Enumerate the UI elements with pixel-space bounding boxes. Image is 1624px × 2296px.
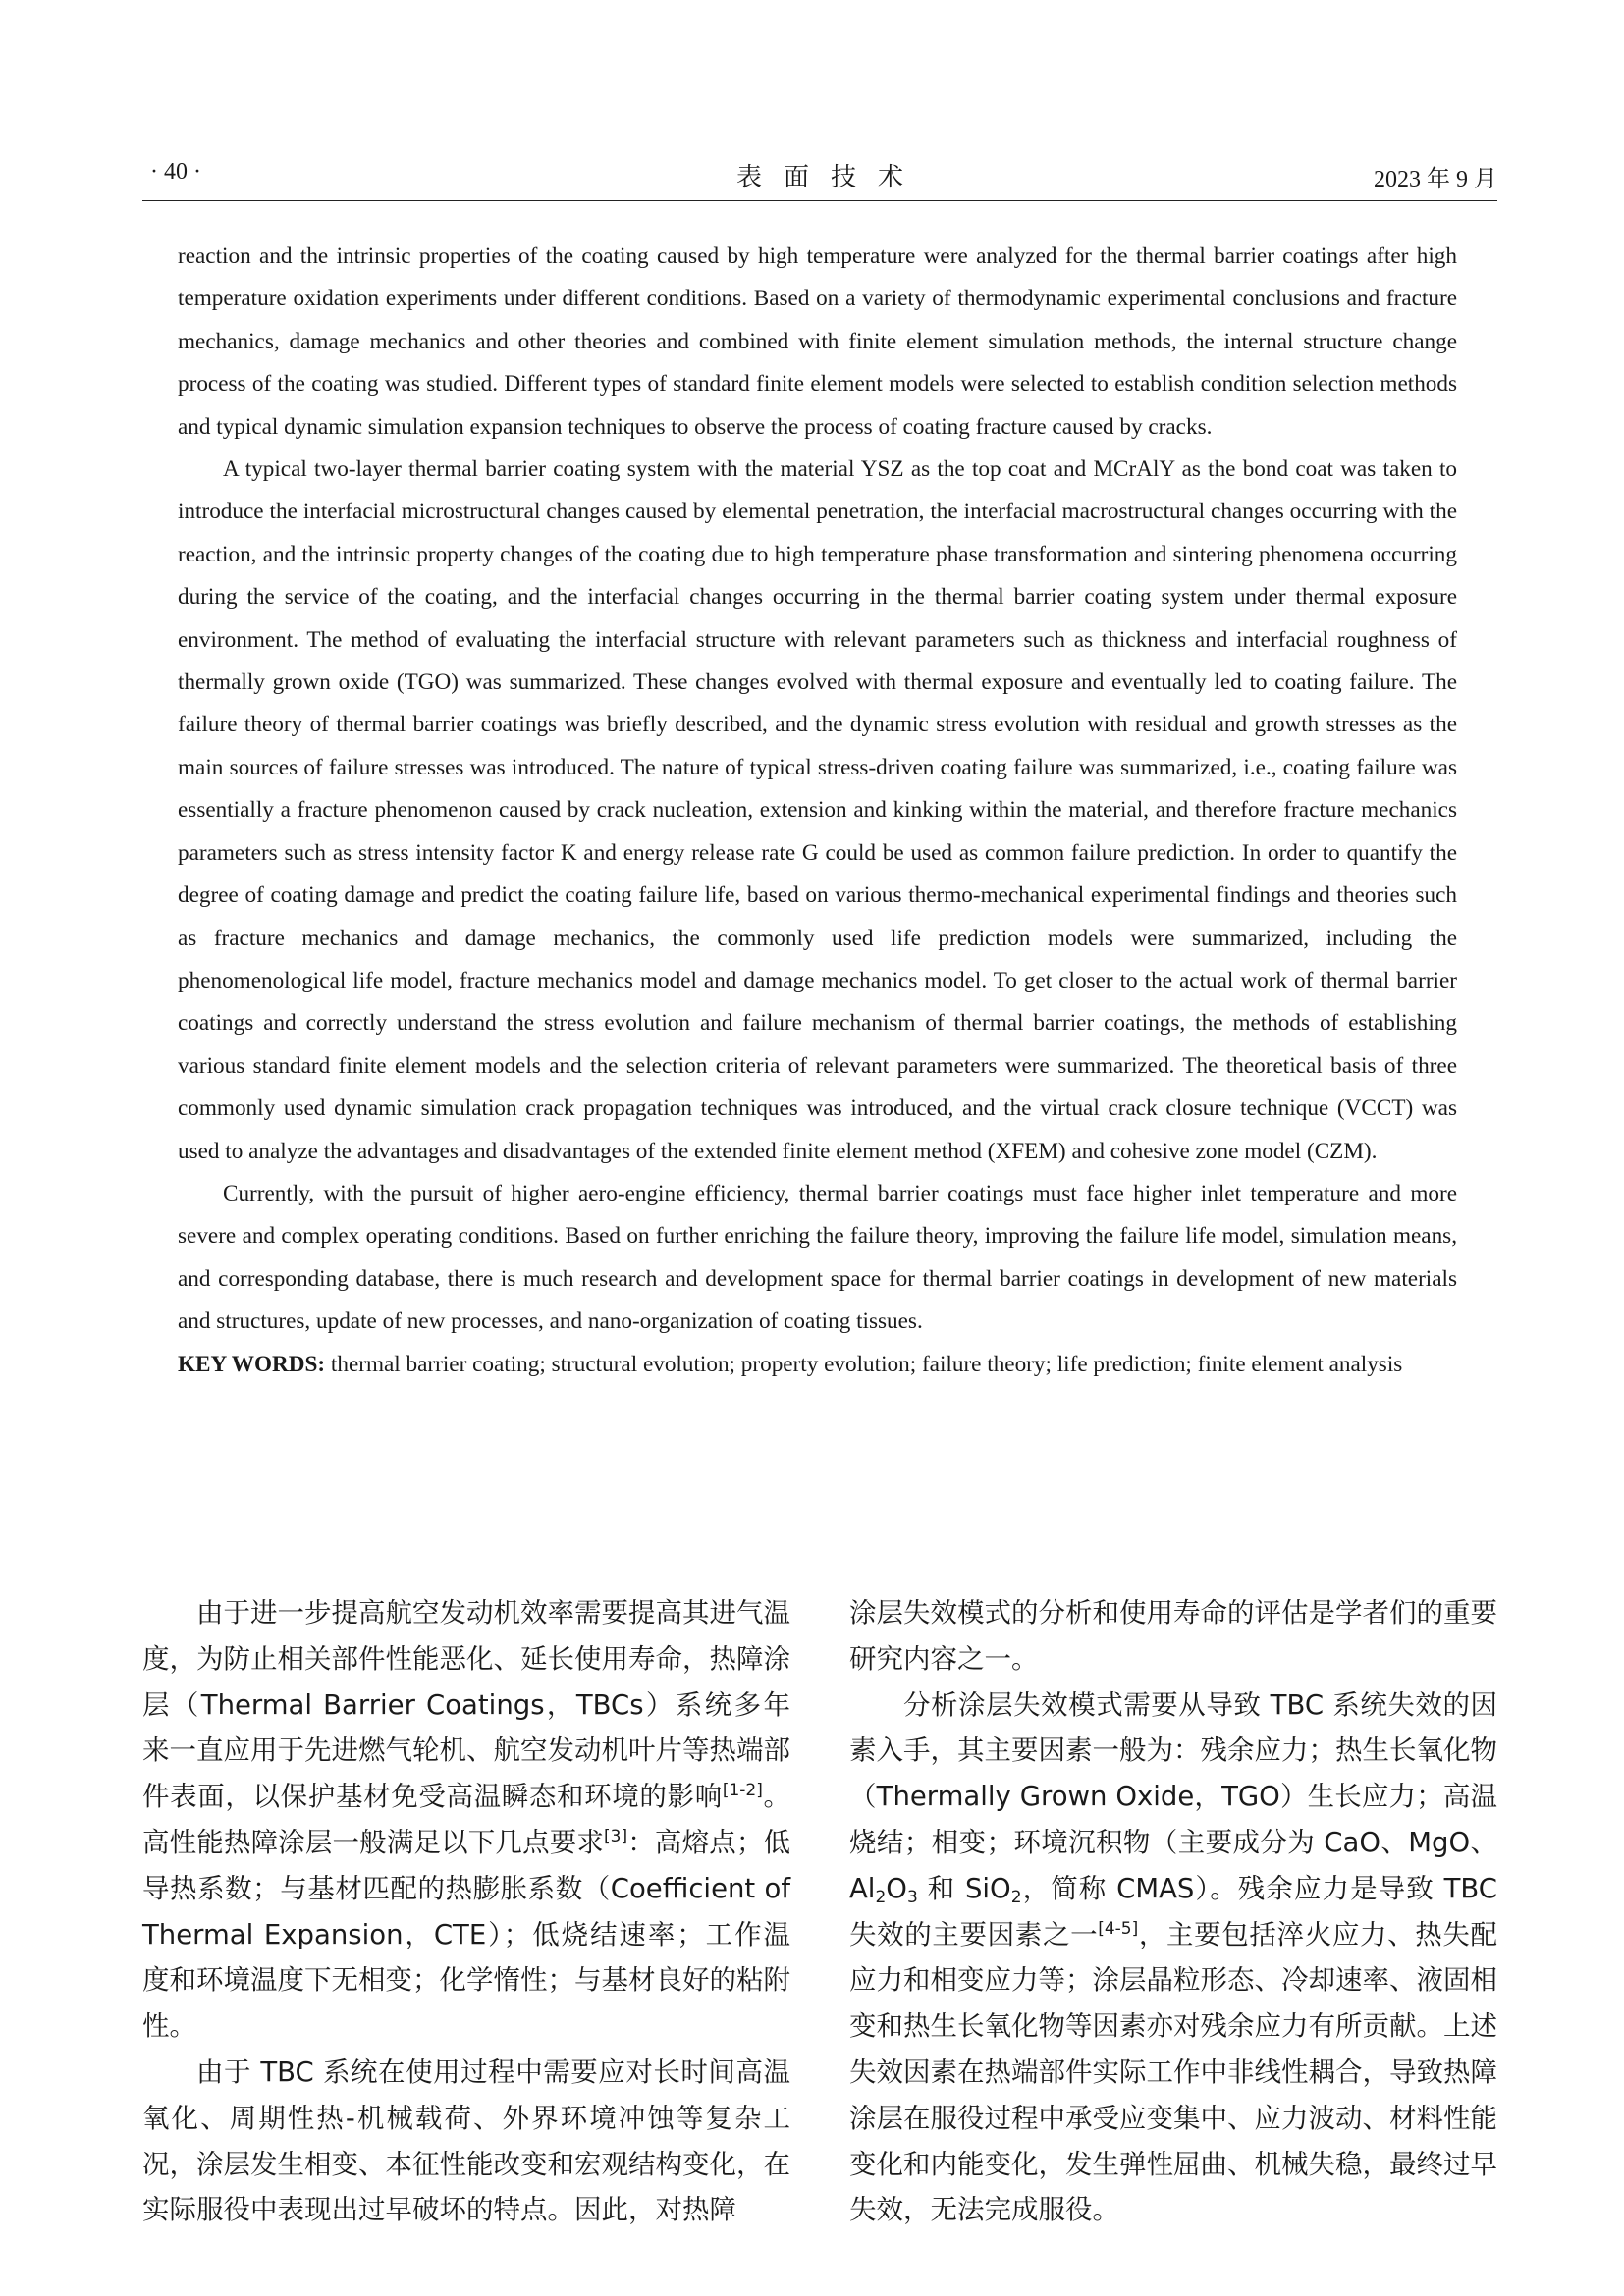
body-paragraph-4: [849, 1682, 1497, 2234]
body-text: O: [886, 1872, 907, 1904]
issue-date: 2023 年 9 月: [1374, 167, 1497, 192]
subscript: 3: [906, 1887, 918, 1907]
citation: [4-5]: [1098, 1918, 1139, 1939]
journal-title: 表面技术: [735, 163, 925, 192]
subscript: 2: [1010, 1887, 1022, 1907]
body-text: ：高熔点；低导热系数；与基材匹配的热膨胀系数（Coefficient of Thermal Expansion，CTE）；低烧结速率；工作温度和环境温度下无相变；化学惰性；与基材良好的粘附性。: [142, 1826, 791, 2043]
right-column: [849, 1590, 1497, 2233]
left-column: [142, 1590, 790, 2233]
abstract-paragraph-1: reaction and the intrinsic properties of the coating caused by high temperature were analyzed for the thermal barrier coatings after high temperature oxidation experiments under different conditions. Based on a variety of thermodynamic experimental conclusions and fracture mechanics, damage mechanics and other theories and combined with finite element simulation methods, the internal structure change process of the coating was studied. Different types of standard finite element models were selected to establish condition selection methods and typical dynamic simulation expansion techniques to observe the process of coating fracture caused by cracks.: [178, 243, 1457, 440]
page-header: [142, 157, 1497, 201]
keywords-label: KEY WORDS:: [178, 1351, 326, 1377]
body-paragraph-3: 涂层失效模式的分析和使用寿命的评估是学者们的重要研究内容之一。: [849, 1597, 1497, 1675]
keywords-text: thermal barrier coating; structural evolution; property evolution; failure theory; life prediction; finite element analysis: [330, 1351, 1403, 1377]
page-number: · 40 ·: [150, 159, 201, 185]
citation: [1-2]: [722, 1781, 763, 1801]
citation: [3]: [604, 1826, 628, 1846]
english-abstract: [178, 236, 1457, 1386]
body-paragraph-1: [142, 1590, 790, 2050]
body-text: ，主要包括淬火应力、热失配应力和相变应力等；涂层晶粒形态、冷却速率、液固相变和热生长氧化物等因素亦对残余应力有所贡献。上述失效因素在热端部件实际工作中非线性耦合，导致热障涂层在服役过程中承受应变集中、应力波动、材料性能变化和内能变化，发生弹性屈曲、机械失稳，最终过早失效，无法完成服役。: [849, 1918, 1498, 2226]
subscript: 2: [875, 1887, 887, 1907]
body-text: 分析涂层失效模式需要从导致 TBC 系统失效的因素入手，其主要因素一般为：残余应力；热生长氧化物（Thermally Grown Oxide，TGO）生长应力；高温烧结；相变；环境沉积物（主要成分为 CaO、MgO、Al: [849, 1688, 1497, 1904]
body-text: 由于进一步提高航空发动机效率需要提高其进气温度，为防止相关部件性能恶化、延长使用寿命，热障涂层（Thermal Barrier Coatings，TBCs）系统多年来一直应用于先进燃气轮机、航空发动机叶片等热端部件表面，以保护基材免受高温瞬态和环境的影响: [142, 1597, 790, 1813]
abstract-paragraph-3: Currently, with the pursuit of higher aero-engine efficiency, thermal barrier coatings must face higher inlet temperature and more severe and complex operating conditions. Based on further enriching the failure theory, improving the failure life model, simulation means, and corresponding database, there is much research and development space for thermal barrier coatings in development of new materials and structures, update of new processes, and nano-organization of coating tissues.: [178, 1180, 1457, 1335]
abstract-paragraph-2: A typical two-layer thermal barrier coating system with the material YSZ as the top coat and MCrAlY as the bond coat was taken to introduce the interfacial microstructural changes caused by elemental penetration, the interfacial macrostructural changes occurring with the reaction, and the intrinsic property changes of the coating due to high temperature phase transformation and sintering phenomena occurring during the service of the coating, and the interfacial changes occurring in the thermal barrier coating system under thermal exposure environment. The method of evaluating the interfacial structure with relevant parameters such as thickness and interfacial roughness of thermally grown oxide (TGO) was summarized. These changes evolved with thermal exposure and eventually led to coating failure. The failure theory of thermal barrier coatings was briefly described, and the dynamic stress evolution with residual and growth stresses as the main sources of failure stresses was introduced. The nature of typical stress-driven coating failure was summarized, i.e., coating failure was essentially a fracture phenomenon caused by crack nucleation, extension and kinking within the material, and therefore fracture mechanics parameters such as stress intensity factor K and energy release rate G could be used as common failure prediction. In order to quantify the degree of coating damage and predict the coating failure life, based on various thermo-mechanical experimental findings and theories such as fracture mechanics and damage mechanics, the commonly used life prediction models were summarized, including the phenomenological life model, fracture mechanics model and damage mechanics model. To get closer to the actual work of thermal barrier coatings and correctly understand the stress evolution and failure mechanism of thermal barrier coatings, the methods of establishing various standard finite element models and the selection criteria of relevant parameters were summarized. The theoretical basis of three commonly used dynamic simulation crack propagation techniques was introduced, and the virtual crack closure technique (VCCT) was used to analyze the advantages and disadvantages of the extended finite element method (XFEM) and cohesive zone model (CZM).: [178, 456, 1457, 1164]
body-text: ，简称 CMAS）。残余应力是导致 TBC 失效的主要因素之一: [849, 1872, 1498, 1950]
body-text: 。高性能热障涂层一般满足以下几点要求: [142, 1781, 791, 1858]
body-paragraph-2: 由于 TBC 系统在使用过程中需要应对长时间高温氧化、周期性热-机械载荷、外界环境冲蚀等复杂工况，涂层发生相变、本征性能改变和宏观结构变化，在实际服役中表现出过早破坏的特点。因此，对热障: [142, 2056, 790, 2226]
body-text: 和 SiO: [917, 1872, 1011, 1904]
keywords: [178, 1344, 1457, 1386]
